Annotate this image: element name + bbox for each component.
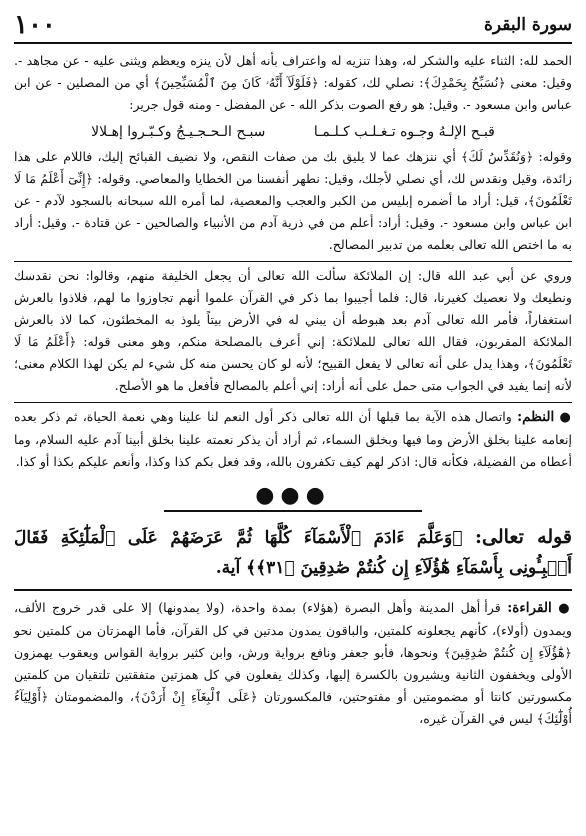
paragraph-nazm xyxy=(14,406,572,473)
ayah-text: ﴿وَعَلَّمَ ءَادَمَ ٱلْأَسْمَآءَ كُلَّهَا ثُمَّ عَرَضَهُمْ عَلَى ٱلْمَلَٰٓئِكَةِ فَقَالَ أَنۢبِـُٔونِى بِأَسْمَآءِ هَٰٓؤُلَآءِ إِن كُنتُمْ صَٰدِقِينَ ﴿٣١﴾﴾ آية. xyxy=(14,528,572,578)
section-ornament: ●●● xyxy=(255,483,331,508)
verse-second-hemistich: سبـح الـحـجـيـجُ وكـبّـروا إهـلالا xyxy=(91,124,266,140)
paragraph-hamd: الحمد لله: الثناء عليه والشكر له، وهذا تنزيه له واعتراف بأنه أهل لأن ينزه ويعظم ويثنى عليه - عن مجاهد -. وقيل: معنى ﴿نُسَبِّحُ بِحَمْدِكَ﴾: نصلي لك، كقوله: ﴿فَلَوْلَآ أَنَّهُۥ كَانَ مِنَ ٱلْمُسَبِّحِينَ﴾ أي من المصلين - عن ابن عباس وابن مسعود -. وقيل: هو رفع الصوت بذكر الله - عن المفضل - ومنه قول جرير: xyxy=(14,53,572,112)
bullet-icon: ● xyxy=(558,601,572,616)
paragraph-qiraa xyxy=(14,597,572,730)
ayah-lead: قوله تعالى: xyxy=(475,526,573,548)
nazm-text: واتصال هذه الآية بما قبلها أن الله تعالى ذكر أول النعم لنا علينا وهي نعمة الحياة، ثم ذكر بعده إنعامه علينا بخلق الأرض وما فيها وبخلق السماء، ثم أراد أن يذكر نعمته علينا بخلق أبينا آدم عليه السلام، وما أعطاه من الفضيلة، فكأنه قال: اذكر لهم كيف تكفرون بالله، وقد فعل بكم كذا وكذا، وأنعم عليكم بكذا أو كذا. xyxy=(14,409,572,469)
ornament-line xyxy=(164,510,422,512)
section-divider xyxy=(14,261,572,262)
nazm-label: النظم: xyxy=(517,409,555,425)
paragraph-taqdis: وقوله: ﴿وَنُقَدِّسُ لَكَ﴾ أي ننزهك عما لا يليق بك من صفات النقص، ولا نضيف القبائح إليك، فاللام على هذا زائدة، وقيل ونقدس لك، أي نصلي لأجلك، وقيل: نطهر أنفسنا من الخطايا والمعاصي. وقوله: ﴿إِنِّىٓ أَعْلَمُ مَا لَا تَعْلَمُونَ﴾، قيل: أراد ما أضمره إبليس من الكبر والعجب والمعصية، لما أمره الله سبحانه بالسجود لآدم - عن ابن عباس وابن مسعود -. وقيل: أراد: أعلم من في ذرية آدم من الأنبياء والصالحين - عن قتادة -. وقيل: أراد به ما اختص الله تعالى بعلمه من تدبير المصالح. xyxy=(14,149,572,252)
book-page xyxy=(14,8,572,828)
qiraa-label: القراءة: xyxy=(507,600,552,616)
bullet-icon: ● xyxy=(559,410,572,425)
surah-title: سورة البقرة xyxy=(484,15,572,35)
paragraph-riwaya: وروي عن أبي عبد الله قال: إن الملائكة سألت الله تعالى أن يجعل الخليفة منهم، وقالوا: نحن نقدسك ونطيعك ولا نعصيك كغيرنا، قال: فلما أجيبوا بما ذكر في القرآن علموا أنهم تجاوزوا ما لهم، فلاذوا بالعرش استغفاراً، فأمر الله تعالى آدم بعد هبوطه أن يبني له في الأرض بيتاً يلوذ به المخطئون، كما لاذ بالعرش الملائكة المقربون، فقال الله تعالى للملائكة: إني أعرف بالمصلحة منكم، وهو معنى قوله: ﴿أَعْلَمُ مَا لَا تَعْلَمُونَ﴾، وهذا يدل على أنه تعالى لا يفعل القبيح؛ لأنه لو كان يحسن منه كل شيء لم يكن لهذا الكلام معنى؛ لأنه إنما يفيد في الجواب متى حمل على أنه أراد: إني أعلم بالمصالح فأفعل ما هو الأصلح. xyxy=(14,268,572,393)
section-divider xyxy=(14,402,572,403)
verse-first-hemistich: قبـح الإلـهُ وجـوه تـغـلـب كـلـمـا xyxy=(313,124,495,140)
poetry-verse xyxy=(14,120,572,144)
qiraa-text: قرأ أهل المدينة وأهل البصرة (هؤلاء) بمدة واحدة، (ولا يمدونها) إلا على قدر خروج الألف، ويمدون (أولاء)، كأنهم يجعلونه كلمتين، والباقون يمدون مدتين في كل القرآن، فأما الهمزتان من كلمتين نحو ﴿هَٰٓؤُلَآءِ إِن كُنتُمْ صَٰدِقِينَ﴾ ونحوها، فأبو جعفر ونافع برواية ورش، وابن كثير برواية القواس ويعقوب يهمزون الأولى ويخففون الثانية ويشيرون بالكسرة إليها، وكذلك يفعلون في كل همزتين متفقتين تلتقيان من كلمتين مكسورتين كانتا أو مضمومتين أو مفتوحتين، فالمكسورتان ﴿عَلَى ٱلْبِغَآءِ إِنْ أَرَدْنَ﴾، والمضمومتان ﴿أَوْلِيَآءُ أُوْلَٰٓئِكَ﴾ ليس في القرآن غيره، xyxy=(14,600,572,726)
page-number: ١٠٠ xyxy=(14,10,56,40)
page-header xyxy=(14,8,572,44)
ayah-heading xyxy=(14,522,572,591)
page-body xyxy=(14,44,572,730)
